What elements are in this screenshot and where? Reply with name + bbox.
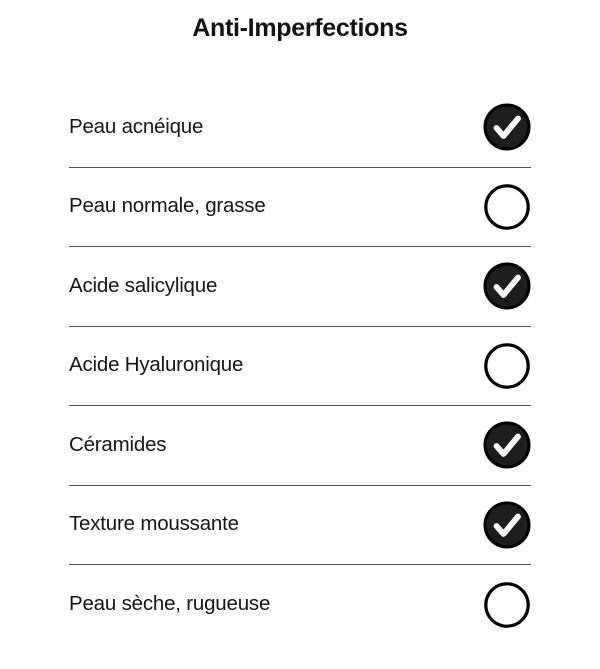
page-title: Anti-Imperfections	[192, 14, 408, 42]
unchecked-circle-icon[interactable]	[483, 581, 531, 629]
option-label: Acide salicylique	[69, 273, 218, 297]
option-label: Acide Hyaluronique	[69, 353, 244, 377]
list-item[interactable]	[69, 168, 531, 248]
checked-circle-icon[interactable]	[483, 501, 531, 549]
list-item[interactable]	[69, 327, 531, 407]
option-label: Céramides	[69, 432, 167, 456]
option-list	[69, 88, 531, 645]
list-item[interactable]	[69, 88, 531, 168]
unchecked-circle-icon[interactable]	[483, 183, 531, 231]
checked-circle-icon[interactable]	[483, 262, 531, 310]
checked-circle-icon[interactable]	[483, 421, 531, 469]
unchecked-circle-icon[interactable]	[483, 342, 531, 390]
option-label: Texture moussante	[69, 512, 239, 536]
list-item[interactable]	[69, 247, 531, 327]
list-item[interactable]	[69, 486, 531, 566]
option-label: Peau normale, grasse	[69, 194, 266, 218]
list-item[interactable]	[69, 406, 531, 486]
option-label: Peau acnéique	[69, 114, 204, 138]
option-label: Peau sèche, rugueuse	[69, 592, 271, 616]
list-item[interactable]	[69, 565, 531, 645]
checked-circle-icon[interactable]	[483, 103, 531, 151]
